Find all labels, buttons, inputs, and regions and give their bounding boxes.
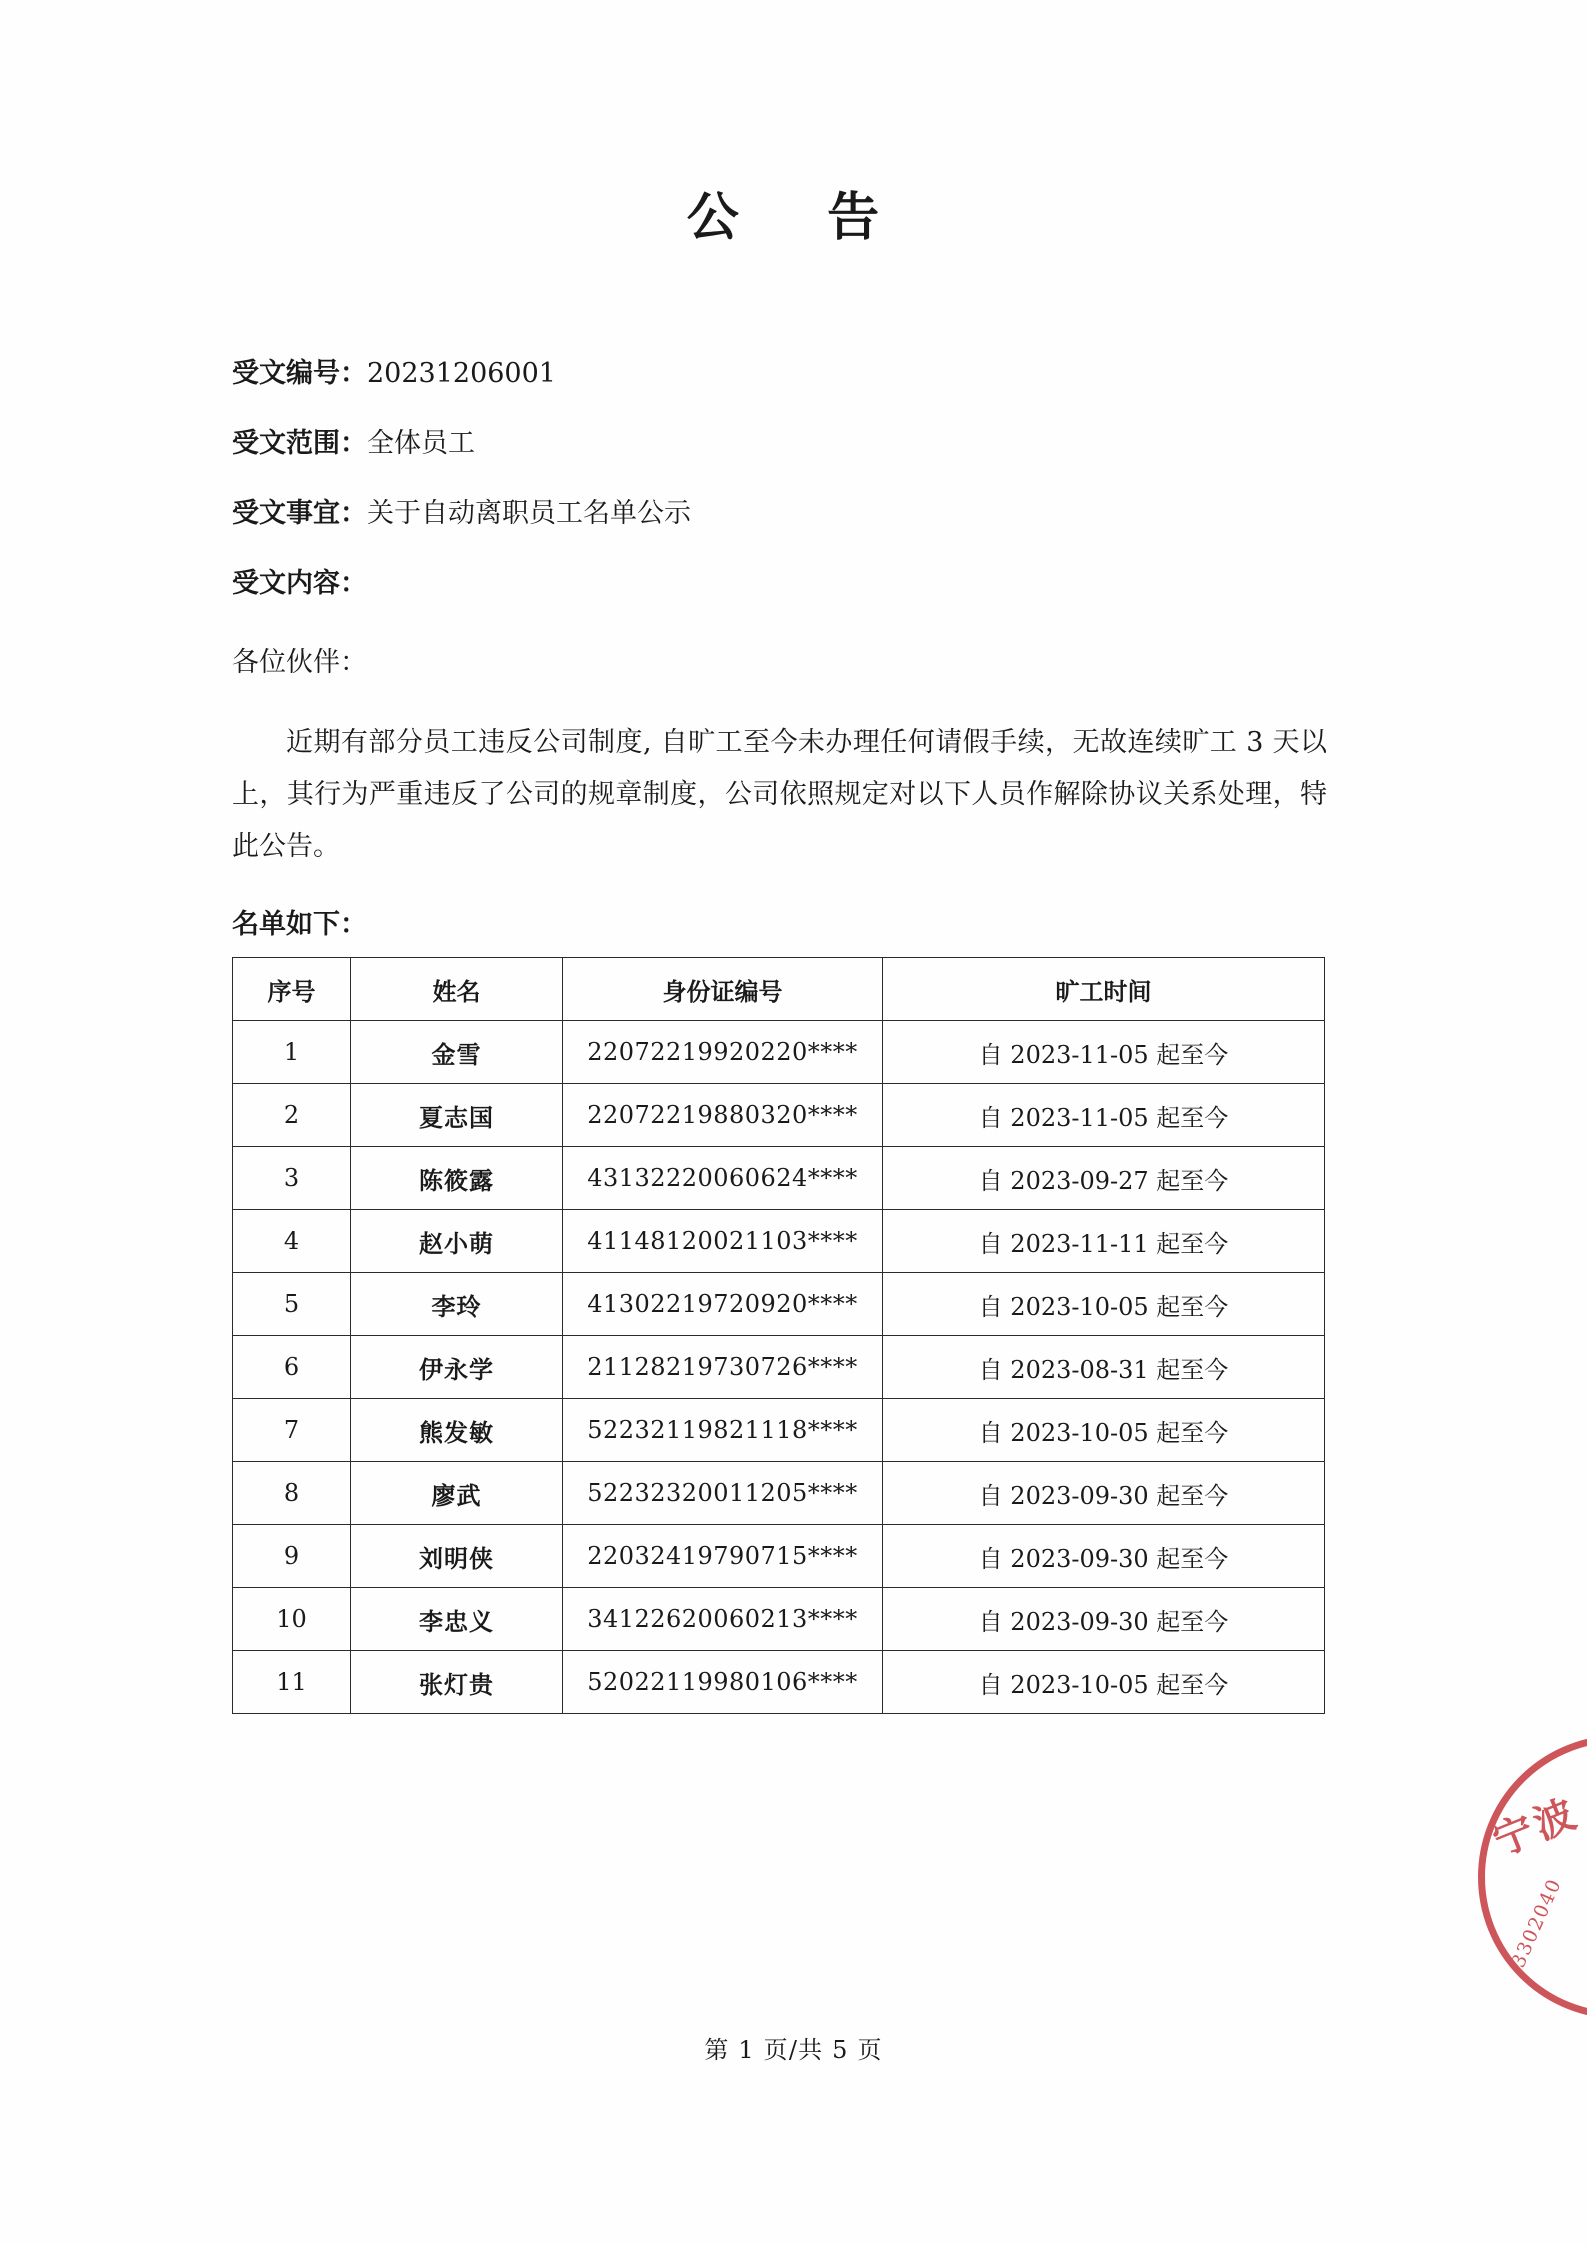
cell-period: 自 2023-11-11 起至今 (883, 1210, 1325, 1273)
table-row (233, 1021, 1325, 1084)
list-heading: 名单如下： (232, 909, 367, 941)
cell-id: 22072219880320**** (563, 1084, 883, 1147)
table-header-row (233, 958, 1325, 1021)
cell-period: 自 2023-11-05 起至今 (883, 1084, 1325, 1147)
table-row (233, 1462, 1325, 1525)
table-row (233, 1399, 1325, 1462)
cell-index: 3 (233, 1147, 351, 1210)
table-row (233, 1525, 1325, 1588)
column-header-name: 姓名 (351, 958, 563, 1021)
cell-index: 1 (233, 1021, 351, 1084)
cell-index: 9 (233, 1525, 351, 1588)
cell-name: 赵小萌 (351, 1210, 563, 1273)
cell-index: 11 (233, 1651, 351, 1714)
cell-index: 5 (233, 1273, 351, 1336)
cell-id: 21128219730726**** (563, 1336, 883, 1399)
cell-name: 张灯贵 (351, 1651, 563, 1714)
column-header-id: 身份证编号 (563, 958, 883, 1021)
meta-label-content: 受文内容： (232, 568, 367, 599)
meta-row-scope (232, 430, 1352, 457)
cell-name: 李忠义 (351, 1588, 563, 1651)
table-row (233, 1336, 1325, 1399)
meta-label-scope: 受文范围： (232, 428, 367, 459)
cell-period: 自 2023-10-05 起至今 (883, 1273, 1325, 1336)
meta-value-doc-number: 20231206001 (367, 358, 556, 389)
seal-arc-text: 宁波 (1486, 1789, 1586, 1866)
table-row (233, 1651, 1325, 1714)
cell-index: 7 (233, 1399, 351, 1462)
cell-id: 22032419790715**** (563, 1525, 883, 1588)
cell-name: 熊发敏 (351, 1399, 563, 1462)
body-paragraph: 近期有部分员工违反公司制度, 自旷工至今未办理任何请假手续，无故连续旷工 3 天以上，其行为严重违反了公司的规章制度，公司依照规定对以下人员作解除协议关系处理，特此公告。 (232, 727, 1327, 862)
cell-name: 廖武 (351, 1462, 563, 1525)
meta-label-subject: 受文事宜： (232, 498, 367, 529)
page-footer (0, 2030, 1587, 2065)
cell-id: 41302219720920**** (563, 1273, 883, 1336)
company-seal-stamp (1478, 1735, 1587, 2019)
roster-table (232, 957, 1325, 1714)
page-number: 第 1 页/共 5 页 (704, 2036, 883, 2064)
cell-index: 8 (233, 1462, 351, 1525)
cell-name: 李玲 (351, 1273, 563, 1336)
cell-period: 自 2023-11-05 起至今 (883, 1021, 1325, 1084)
column-header-period: 旷工时间 (883, 958, 1325, 1021)
cell-period: 自 2023-09-30 起至今 (883, 1525, 1325, 1588)
seal-code-text: 3302040 (1507, 1875, 1567, 1971)
cell-name: 伊永学 (351, 1336, 563, 1399)
table-row (233, 1588, 1325, 1651)
cell-name: 夏志国 (351, 1084, 563, 1147)
cell-id: 43132220060624**** (563, 1147, 883, 1210)
cell-name: 金雪 (351, 1021, 563, 1084)
meta-block (232, 360, 1352, 597)
cell-id: 52232320011205**** (563, 1462, 883, 1525)
cell-name: 陈筱露 (351, 1147, 563, 1210)
meta-label-doc-number: 受文编号： (232, 358, 367, 389)
salutation: 各位伙伴： (232, 647, 367, 678)
column-header-index: 序号 (233, 958, 351, 1021)
cell-id: 22072219920220**** (563, 1021, 883, 1084)
page-title: 公 告 (686, 187, 898, 248)
cell-name: 刘明侠 (351, 1525, 563, 1588)
document-content (232, 0, 1352, 1714)
meta-value-subject: 关于自动离职员工名单公示 (367, 498, 691, 529)
table-row (233, 1084, 1325, 1147)
meta-row-doc-number (232, 360, 1352, 387)
cell-id: 34122620060213**** (563, 1588, 883, 1651)
cell-id: 52232119821118**** (563, 1399, 883, 1462)
cell-index: 6 (233, 1336, 351, 1399)
meta-row-subject (232, 500, 1352, 527)
cell-index: 4 (233, 1210, 351, 1273)
cell-period: 自 2023-09-30 起至今 (883, 1462, 1325, 1525)
table-row (233, 1273, 1325, 1336)
meta-value-scope: 全体员工 (367, 428, 475, 459)
table-row (233, 1210, 1325, 1273)
cell-period: 自 2023-09-30 起至今 (883, 1588, 1325, 1651)
meta-row-content (232, 570, 1352, 597)
cell-id: 52022119980106**** (563, 1651, 883, 1714)
table-row (233, 1147, 1325, 1210)
cell-id: 41148120021103**** (563, 1210, 883, 1273)
cell-index: 10 (233, 1588, 351, 1651)
cell-period: 自 2023-08-31 起至今 (883, 1336, 1325, 1399)
cell-index: 2 (233, 1084, 351, 1147)
cell-period: 自 2023-09-27 起至今 (883, 1147, 1325, 1210)
cell-period: 自 2023-10-05 起至今 (883, 1651, 1325, 1714)
cell-period: 自 2023-10-05 起至今 (883, 1399, 1325, 1462)
